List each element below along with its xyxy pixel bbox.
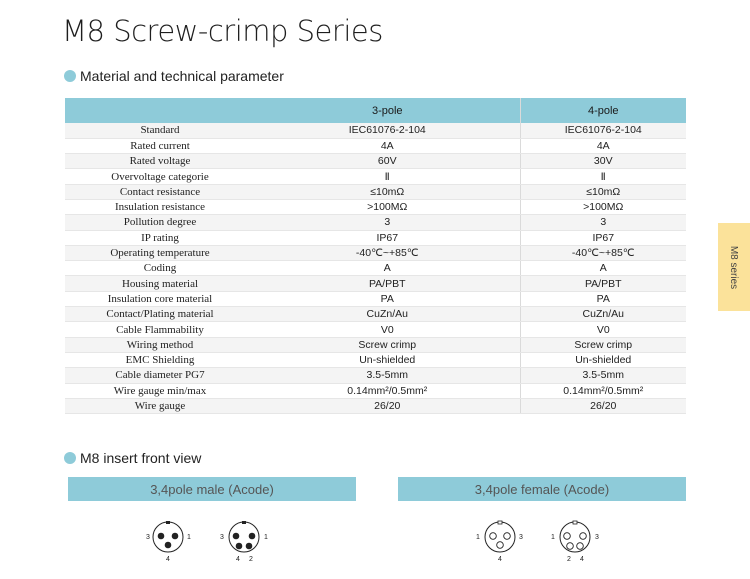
pin-3 — [158, 533, 165, 540]
section-heading-label: Material and technical parameter — [80, 68, 284, 84]
cell-4pole: V0 — [520, 322, 686, 337]
cell-4pole: Ⅱ — [520, 169, 686, 184]
row-label: Contact resistance — [65, 184, 255, 199]
pin-label-3: 3 — [146, 534, 150, 541]
section-heading-insert-view — [64, 450, 201, 466]
pin-2 — [246, 543, 253, 550]
table-row — [65, 245, 686, 260]
cell-3pole: 3.5-5mm — [255, 368, 520, 383]
pin-label-4: 4 — [498, 556, 502, 563]
table-header-row — [65, 98, 686, 123]
cell-3pole: A — [255, 261, 520, 276]
cell-4pole: >100MΩ — [520, 199, 686, 214]
table-row — [65, 337, 686, 352]
pin-label-1: 1 — [551, 534, 555, 541]
cell-4pole: CuZn/Au — [520, 307, 686, 322]
row-label: Wiring method — [65, 337, 255, 352]
bullet-dot-icon — [64, 70, 76, 82]
female-view-label: 3,4pole female (Acode) — [474, 481, 610, 497]
table-row — [65, 230, 686, 245]
cell-4pole: ≤10mΩ — [520, 184, 686, 199]
cell-4pole: PA/PBT — [520, 276, 686, 291]
table-row — [65, 169, 686, 184]
section-heading-label: M8 insert front view — [80, 450, 202, 466]
row-label: Cable Flammability — [65, 322, 255, 337]
cell-3pole: 4A — [255, 138, 520, 153]
table-row — [65, 276, 686, 291]
cell-3pole: ≤10mΩ — [255, 184, 520, 199]
pin-label-1: 1 — [476, 534, 480, 541]
row-label: Cable diameter PG7 — [65, 368, 255, 383]
table-row — [65, 154, 686, 169]
cell-3pole: IEC61076-2-104 — [255, 123, 520, 138]
table-row — [65, 138, 686, 153]
pin-1 — [172, 533, 179, 540]
cell-3pole: 3 — [255, 215, 520, 230]
row-label: Overvoltage categorie — [65, 169, 255, 184]
coding-key — [573, 521, 577, 524]
male-4pole-pinout-diagram — [214, 515, 278, 565]
cell-4pole: 3 — [520, 215, 686, 230]
cell-4pole: 3.5-5mm — [520, 368, 686, 383]
side-tab-label: M8 series — [728, 245, 740, 289]
row-label: Contact/Plating material — [65, 307, 255, 322]
cell-4pole: IP67 — [520, 230, 686, 245]
pin-label-2: 2 — [249, 556, 253, 563]
cell-4pole: -40℃~+85℃ — [520, 245, 686, 260]
table-row — [65, 215, 686, 230]
table-header-4pole: 4-pole — [520, 98, 686, 123]
table-header-3pole: 3-pole — [255, 98, 520, 123]
table-row — [65, 322, 686, 337]
row-label: Coding — [65, 261, 255, 276]
row-label: Rated voltage — [65, 154, 255, 169]
socket-3 — [504, 533, 511, 540]
side-tab-m8-series[interactable] — [718, 223, 750, 311]
table-row — [65, 261, 686, 276]
row-label: Wire gauge min/max — [65, 383, 255, 398]
row-label: Housing material — [65, 276, 255, 291]
pin-label-3: 3 — [220, 534, 224, 541]
pin-1 — [249, 533, 256, 540]
female-view-header — [398, 477, 686, 501]
male-3pole-pinout-diagram — [140, 515, 200, 565]
cell-3pole: Un-shielded — [255, 352, 520, 367]
socket-4 — [577, 543, 584, 550]
pin-label-4: 4 — [236, 556, 240, 563]
cell-3pole: IP67 — [255, 230, 520, 245]
socket-2 — [567, 543, 574, 550]
pin-label-1: 1 — [187, 534, 191, 541]
cell-3pole: 0.14mm²/0.5mm² — [255, 383, 520, 398]
row-label: Rated current — [65, 138, 255, 153]
pin-label-3: 3 — [519, 534, 523, 541]
table-row — [65, 368, 686, 383]
row-label: Insulation resistance — [65, 199, 255, 214]
table-row — [65, 307, 686, 322]
cell-3pole: >100MΩ — [255, 199, 520, 214]
table-row — [65, 352, 686, 367]
row-label: Insulation core material — [65, 291, 255, 306]
pin-label-1: 1 — [264, 534, 268, 541]
cell-3pole: 60V — [255, 154, 520, 169]
cell-4pole: Screw crimp — [520, 337, 686, 352]
table-row — [65, 199, 686, 214]
table-row — [65, 291, 686, 306]
cell-4pole: Un-shielded — [520, 352, 686, 367]
socket-3 — [580, 533, 587, 540]
row-label: Standard — [65, 123, 255, 138]
row-label: Operating temperature — [65, 245, 255, 260]
table-header-blank — [65, 98, 255, 123]
male-view-header — [68, 477, 356, 501]
page-title: M8 Screw-crimp Series — [62, 14, 383, 48]
pin-label-4: 4 — [580, 556, 584, 563]
coding-key — [242, 521, 246, 524]
row-label: IP rating — [65, 230, 255, 245]
cell-3pole: V0 — [255, 322, 520, 337]
cell-3pole: -40℃~+85℃ — [255, 245, 520, 260]
table-row — [65, 123, 686, 138]
pin-3 — [233, 533, 240, 540]
row-label: Pollution degree — [65, 215, 255, 230]
socket-1 — [490, 533, 497, 540]
cell-4pole: A — [520, 261, 686, 276]
coding-key — [166, 521, 170, 524]
coding-key — [498, 521, 502, 524]
cell-4pole: 0.14mm²/0.5mm² — [520, 383, 686, 398]
pin-label-2: 2 — [567, 556, 571, 563]
cell-3pole: CuZn/Au — [255, 307, 520, 322]
table-row — [65, 184, 686, 199]
pin-label-3: 3 — [595, 534, 599, 541]
cell-3pole: 26/20 — [255, 398, 520, 413]
cell-4pole: 4A — [520, 138, 686, 153]
female-3pole-pinout-diagram — [470, 515, 530, 565]
pin-4 — [165, 542, 172, 549]
socket-1 — [564, 533, 571, 540]
row-label: EMC Shielding — [65, 352, 255, 367]
cell-3pole: Screw crimp — [255, 337, 520, 352]
cell-4pole: IEC61076-2-104 — [520, 123, 686, 138]
cell-4pole: 26/20 — [520, 398, 686, 413]
cell-3pole: PA/PBT — [255, 276, 520, 291]
female-4pole-pinout-diagram — [545, 515, 609, 565]
cell-4pole: PA — [520, 291, 686, 306]
cell-4pole: 30V — [520, 154, 686, 169]
table-row — [65, 383, 686, 398]
row-label: Wire gauge — [65, 398, 255, 413]
pin-4 — [236, 543, 243, 550]
cell-3pole: Ⅱ — [255, 169, 520, 184]
cell-3pole: PA — [255, 291, 520, 306]
section-heading-parameters — [64, 68, 284, 84]
male-view-label: 3,4pole male (Acode) — [150, 481, 274, 497]
socket-4 — [497, 542, 504, 549]
pin-label-4: 4 — [166, 556, 170, 563]
table-row — [65, 398, 686, 413]
bullet-dot-icon — [64, 452, 76, 464]
parameter-table — [65, 98, 686, 414]
